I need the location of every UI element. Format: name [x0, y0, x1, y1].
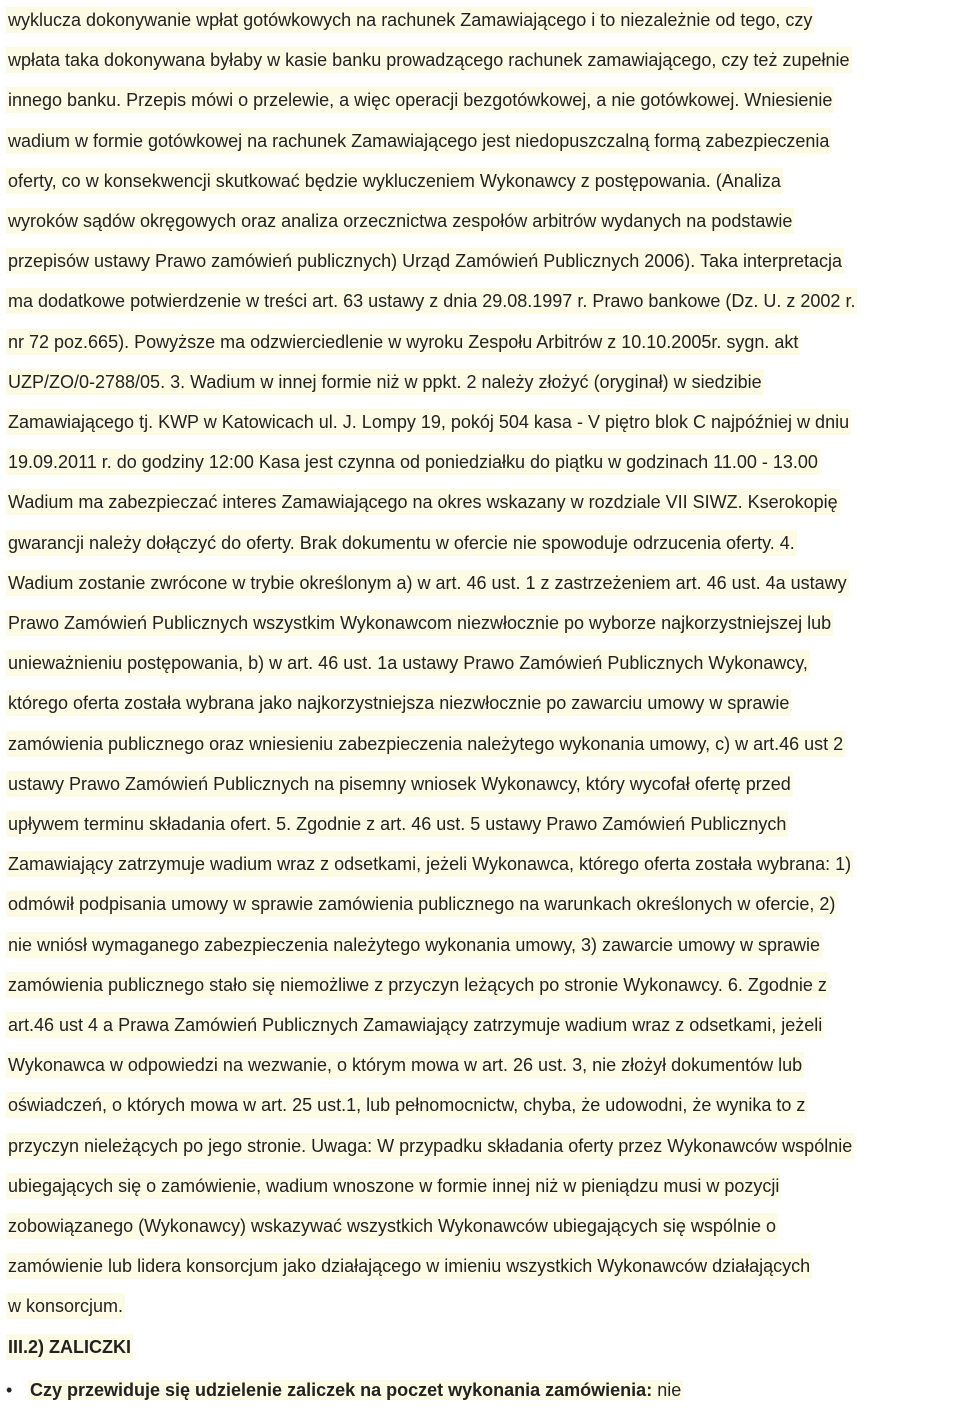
body-text-line: innego banku. Przepis mówi o przelewie, a więc operacji bezgotówkowej, a nie gotówkowej. Wniesienie	[6, 87, 834, 113]
body-text-line: ma dodatkowe potwierdzenie w treści art. 63 ustawy z dnia 29.08.1997 r. Prawo bankowe (Dz. U. z 2002 r.	[6, 288, 857, 314]
body-text-line: Zamawiający zatrzymuje wadium wraz z odsetkami, jeżeli Wykonawca, którego oferta została wybrana: 1)	[6, 851, 853, 877]
body-text-line: nr 72 poz.665). Powyższe ma odzwierciedlenie w wyroku Zespołu Arbitrów z 10.10.2005r. sygn. akt	[6, 329, 800, 355]
body-text-line: gwarancji należy dołączyć do oferty. Brak dokumentu w ofercie nie spowoduje odrzucenia oferty. 4.	[6, 530, 797, 556]
body-text-line: ubiegających się o zamówienie, wadium wnoszone w formie innej niż w pieniądzu musi w pozycji	[6, 1173, 781, 1199]
body-text-line: Prawo Zamówień Publicznych wszystkim Wykonawcom niezwłocznie po wyborze najkorzystniejszej lub	[6, 610, 833, 636]
bullet-icon: •	[6, 1380, 13, 1400]
body-text-line: wpłata taka dokonywana byłaby w kasie banku prowadzącego rachunek zamawiającego, czy też zupełnie	[6, 47, 852, 73]
bullet-item	[6, 1377, 683, 1403]
body-text-line: przyczyn nieleżących po jego stronie. Uwaga: W przypadku składania oferty przez Wykonawców wspólnie	[6, 1133, 854, 1159]
body-text-line: przepisów ustawy Prawo zamówień publicznych) Urząd Zamówień Publicznych 2006). Taka interpretacja	[6, 248, 844, 274]
body-text-line: art.46 ust 4 a Prawa Zamówień Publicznych Zamawiający zatrzymuje wadium wraz z odsetkami, jeżeli	[6, 1012, 824, 1038]
body-text-line: zobowiązanego (Wykonawcy) wskazywać wszystkich Wykonawców ubiegających się wspólnie o	[6, 1213, 778, 1239]
body-text-line: Wykonawca w odpowiedzi na wezwanie, o którym mowa w art. 26 ust. 3, nie złożył dokumentów lub	[6, 1052, 804, 1078]
bullet-question: Czy przewiduje się udzielenie zaliczek na poczet wykonania zamówienia:	[30, 1380, 653, 1400]
body-text-line: 19.09.2011 r. do godziny 12:00 Kasa jest czynna od poniedziałku do piątku w godzinach 11.00 - 13.00	[6, 449, 820, 475]
body-text-line: zamówienie lub lidera konsorcjum jako działającego w imieniu wszystkich Wykonawców działających	[6, 1253, 812, 1279]
body-text-line: którego oferta została wybrana jako najkorzystniejsza niezwłocznie po zawarciu umowy w sprawie	[6, 690, 791, 716]
body-text-line: unieważnieniu postępowania, b) w art. 46 ust. 1a ustawy Prawo Zamówień Publicznych Wykonawcy,	[6, 650, 810, 676]
bullet-answer: nie	[652, 1380, 682, 1400]
section-heading: III.2) ZALICZKI	[6, 1334, 133, 1360]
body-text-line: Wadium zostanie zwrócone w trybie określonym a) w art. 46 ust. 1 z zastrzeżeniem art. 46 ust. 4a ustawy	[6, 570, 849, 596]
body-text-line: Wadium ma zabezpieczać interes Zamawiającego na okres wskazany w rozdziale VII SIWZ. Kserokopię	[6, 489, 840, 515]
body-text-line: odmówił podpisania umowy w sprawie zamówienia publicznego na warunkach określonych w ofercie, 2)	[6, 891, 837, 917]
body-text-line: upływem terminu składania ofert. 5. Zgodnie z art. 46 ust. 5 ustawy Prawo Zamówień Publicznych	[6, 811, 788, 837]
body-text-line: wadium w formie gotówkowej na rachunek Zamawiającego jest niedopuszczalną formą zabezpieczenia	[6, 128, 831, 154]
body-text-line: wyroków sądów okręgowych oraz analiza orzecznictwa zespołów arbitrów wydanych na podstawie	[6, 208, 794, 234]
body-text-line: zamówienia publicznego stało się niemożliwe z przyczyn leżących po stronie Wykonawcy. 6. Zgodnie z	[6, 972, 829, 998]
body-text-line: oferty, co w konsekwencji skutkować będzie wykluczeniem Wykonawcy z postępowania. (Analiza	[6, 168, 783, 194]
body-text-line: Zamawiającego tj. KWP w Katowicach ul. J. Lompy 19, pokój 504 kasa - V piętro blok C najpóźniej w dniu	[6, 409, 851, 435]
body-text-line: w konsorcjum.	[6, 1293, 125, 1319]
body-text-line: UZP/ZO/0-2788/05. 3. Wadium w innej formie niż w ppkt. 2 należy złożyć (oryginał) w siedzibie	[6, 369, 764, 395]
body-text-line: wyklucza dokonywanie wpłat gotówkowych na rachunek Zamawiającego i to niezależnie od tego, czy	[6, 7, 814, 33]
body-text-line: zamówienia publicznego oraz wniesieniu zabezpieczenia należytego wykonania umowy, c) w art.46 ust 2	[6, 731, 845, 757]
body-text-line: ustawy Prawo Zamówień Publicznych na pisemny wniosek Wykonawcy, który wycofał ofertę przed	[6, 771, 793, 797]
body-text-line: nie wniósł wymaganego zabezpieczenia należytego wykonania umowy, 3) zawarcie umowy w sprawie	[6, 932, 822, 958]
bullet-text	[28, 1380, 683, 1400]
body-text-line: oświadczeń, o których mowa w art. 25 ust.1, lub pełnomocnictw, chyba, że udowodni, że wynika to z	[6, 1092, 807, 1118]
